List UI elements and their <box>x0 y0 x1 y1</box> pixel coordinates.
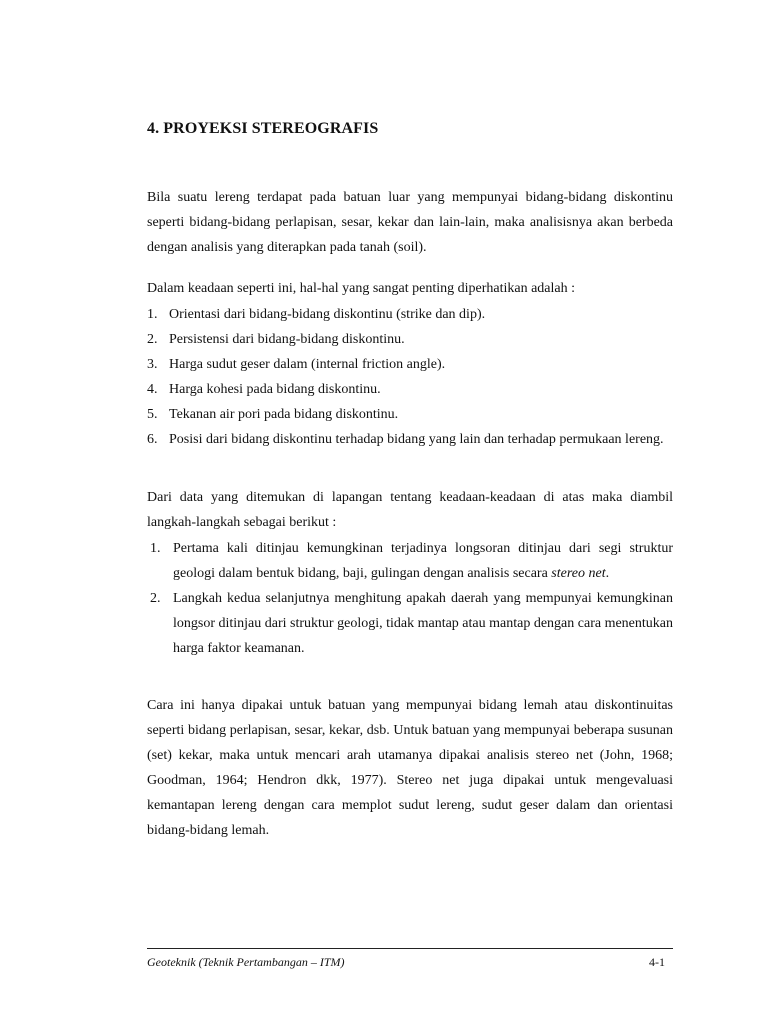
list-item <box>147 586 673 661</box>
factors-list <box>147 302 673 452</box>
intro-paragraph: Bila suatu lereng terdapat pada batuan luar yang mempunyai bidang-bidang diskontinu seperti bidang-bidang perlapisan, sesar, kekar dan lain-lain, maka analisisnya akan berbeda dengan analisis yang diterapkan pada tanah (soil). <box>147 190 673 255</box>
list-item-number: 6. <box>147 432 158 447</box>
list-item-text: Orientasi dari bidang-bidang diskontinu (strike dan dip). <box>169 307 486 322</box>
footer-divider <box>147 948 673 949</box>
list-item-number: 1. <box>150 541 161 556</box>
steps-list <box>147 536 673 661</box>
list-item-text: Posisi dari bidang diskontinu terhadap bidang yang lain dan terhadap permukaan lereng. <box>169 432 664 447</box>
list-item <box>147 352 673 377</box>
list-item-number: 2. <box>150 591 161 606</box>
page-number: 4-1 <box>649 955 665 969</box>
list-item-text: Persistensi dari bidang-bidang diskontinu. <box>169 332 405 347</box>
list-item <box>147 536 673 586</box>
list-item <box>147 427 673 452</box>
list-item-text: Harga sudut geser dalam (internal friction angle). <box>169 357 446 372</box>
list-item-text-end: . <box>605 566 610 581</box>
list-item-text <box>173 536 673 586</box>
list-item-text-main: Pertama kali ditinjau kemungkinan terjadinya longsoran ditinjau dari segi struktur geologi dalam bentuk bidang, baji, gulingan dengan analisis secara <box>173 541 673 581</box>
section-heading: 4. PROYEKSI STEREOGRAFIS <box>147 120 379 137</box>
list-item <box>147 402 673 427</box>
list-item-text: Langkah kedua selanjutnya menghitung apakah daerah yang mempunyai kemungkinan longsor ditinjau dari struktur geologi, tidak mantap atau mantap dengan cara menentukan harga faktor keamanan. <box>173 591 673 656</box>
list-item-number: 5. <box>147 407 158 422</box>
list-item <box>147 327 673 352</box>
list-item-number: 2. <box>147 332 158 347</box>
list-item-italic-term: stereo net <box>551 566 606 581</box>
list-item-number: 1. <box>147 307 158 322</box>
factors-intro-paragraph: Dalam keadaan seperti ini, hal-hal yang sangat penting diperhatikan adalah : <box>147 281 576 296</box>
steps-intro-paragraph: Dari data yang ditemukan di lapangan tentang keadaan-keadaan di atas maka diambil langkah-langkah sebagai berikut : <box>147 490 673 530</box>
list-item-number: 4. <box>147 382 158 397</box>
list-item <box>147 377 673 402</box>
list-item-text: Harga kohesi pada bidang diskontinu. <box>169 382 381 397</box>
footer-course-title: Geoteknik (Teknik Pertambangan – ITM) <box>147 955 345 969</box>
closing-paragraph: Cara ini hanya dipakai untuk batuan yang mempunyai bidang lemah atau diskontinuitas seperti bidang perlapisan, sesar, kekar, dsb. Untuk batuan yang mempunyai beberapa susunan (set) kekar, maka untuk mencari arah utamanya dipakai analisis stereo net (John, 1968; Goodman, 1964; Hendron dkk, 1977). Stereo net juga dipakai untuk mengevaluasi kemantapan lereng dengan cara memplot sudut lereng, sudut geser dalam dan orientasi bidang-bidang lemah. <box>147 698 673 838</box>
list-item <box>147 302 673 327</box>
list-item-number: 3. <box>147 357 158 372</box>
list-item-text: Tekanan air pori pada bidang diskontinu. <box>169 407 399 422</box>
